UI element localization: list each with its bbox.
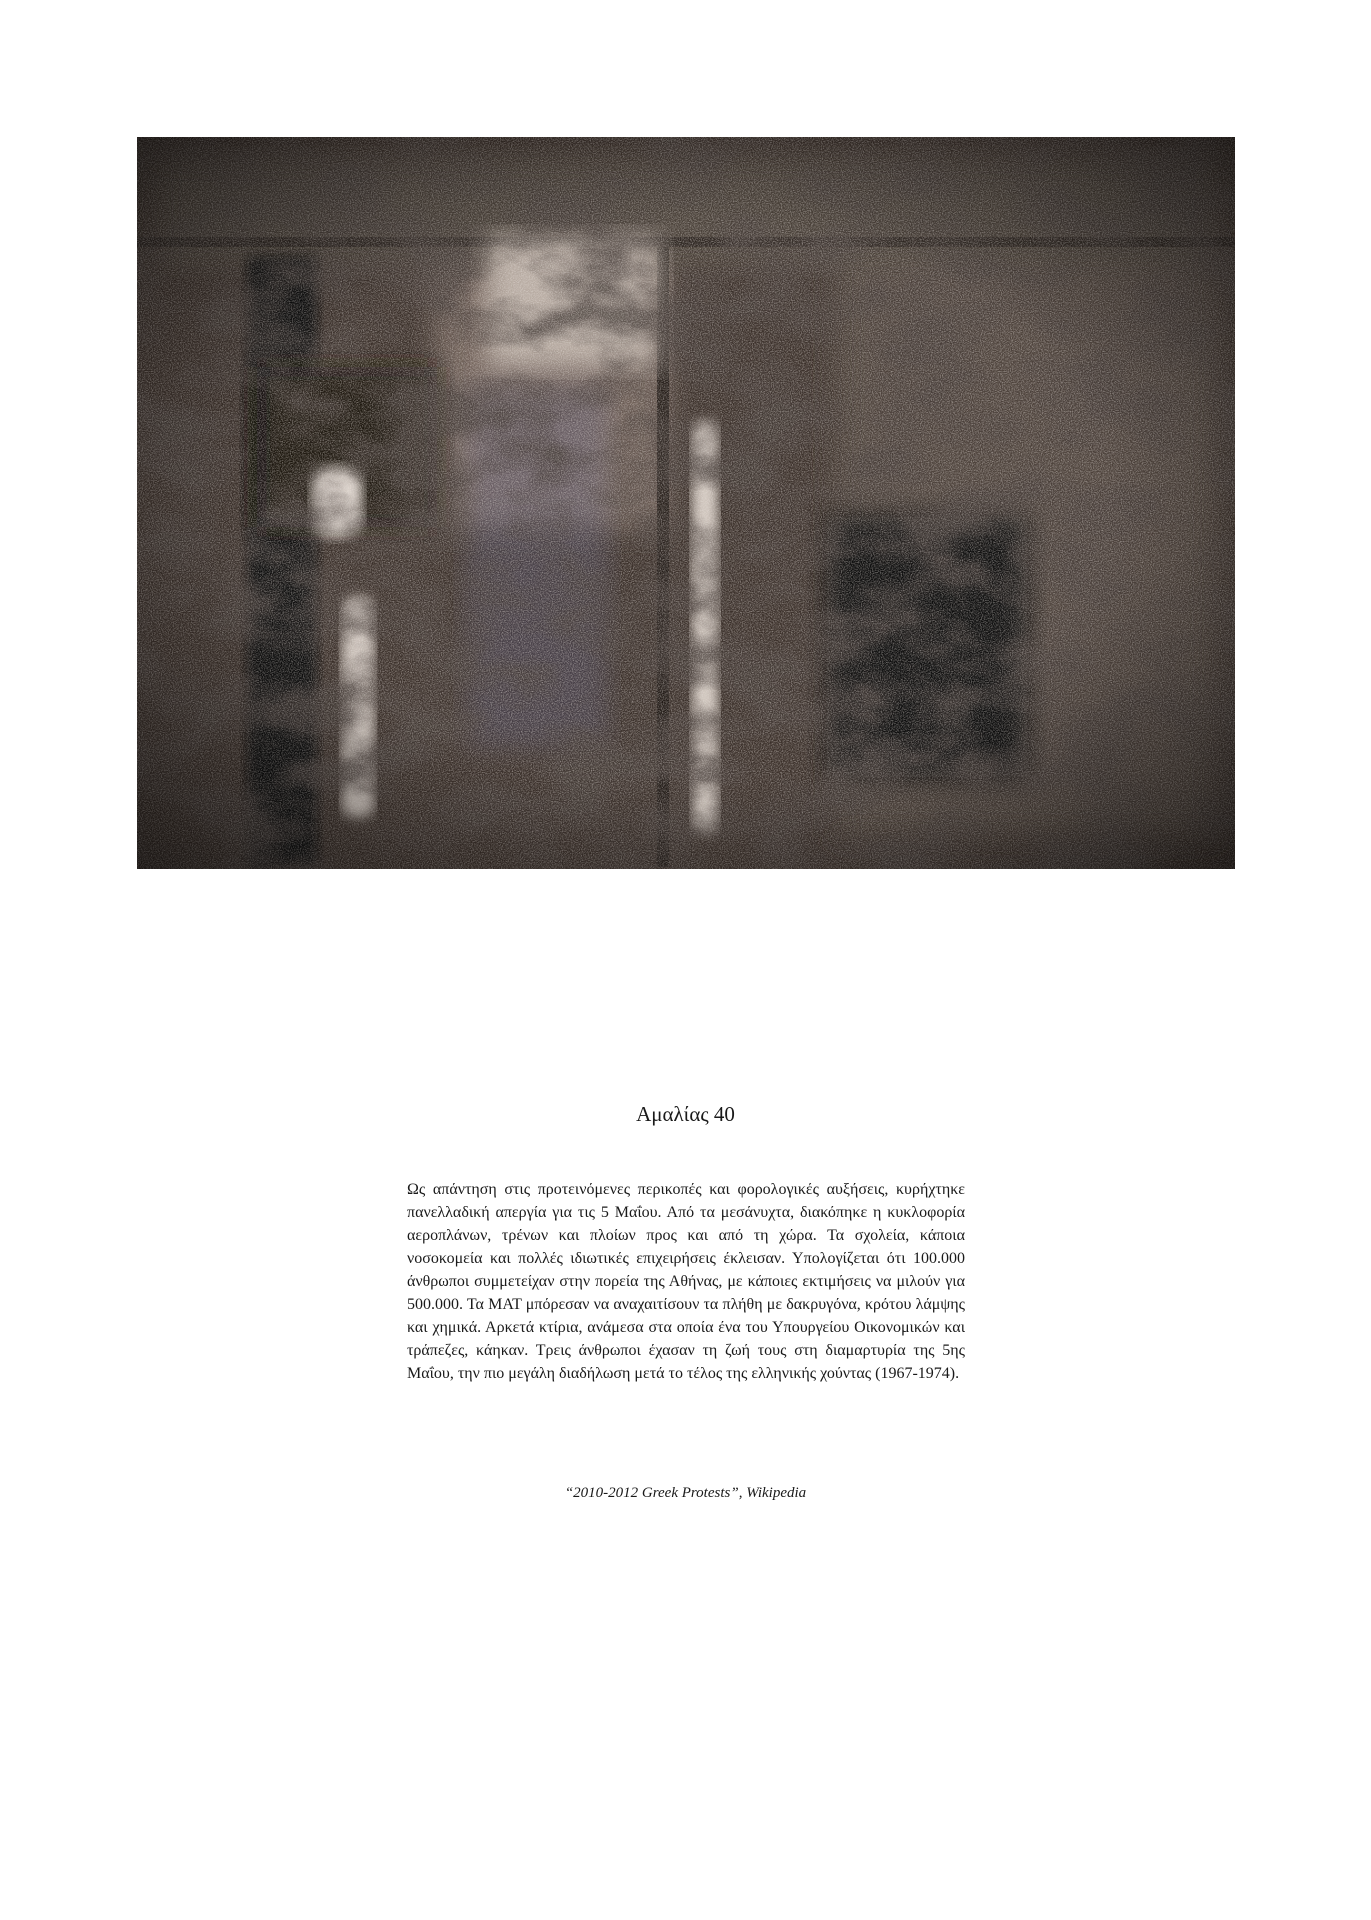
photo-texture: [137, 137, 1235, 869]
description-text: Ως απάντηση στις προτεινόμενες περικοπές και φορολογικές αυξήσεις, κυρήχτηκε πανελλαδική απεργία για τις 5 Μαΐου. Από τα μεσάνυχτα, διακόπηκε η κυκλοφορία αεροπλάνων, τρένων και πλοίων προς και από τη χώρα. Τα σχολεία, κάποια νοσοκομεία και πολλές ιδιωτικές επιχειρήσεις έκλεισαν. Υπολογίζεται ότι 100.000 άνθρωποι συμμετείχαν στην πορεία της Αθήνας, με κάποιες εκτιμήσεις να μιλούν για 500.000. Τα ΜΑΤ μπόρεσαν να αναχαιτίσουν τα πλήθη με δακρυγόνα, κρότου λάμψης και χημικά. Αρκετά κτίρια, ανάμεσα στα οποία ένα του Υπουργείου Οικονομικών και τράπεζες, κάηκαν. Τρεις άνθρωποι έχασαν τη ζωή τους στη διαμαρτυρία της 5ης Μαΐου, την πιο μεγάλη διαδήλωση μετά το τέλος της ελληνικής χούντας (1967-1974).: [407, 1181, 965, 1382]
source-citation: “2010-2012 Greek Protests”, Wikipedia: [564, 1485, 807, 1501]
stone-wall-photo: [137, 137, 1235, 869]
photo-title: Αμαλίας 40: [636, 1102, 735, 1126]
